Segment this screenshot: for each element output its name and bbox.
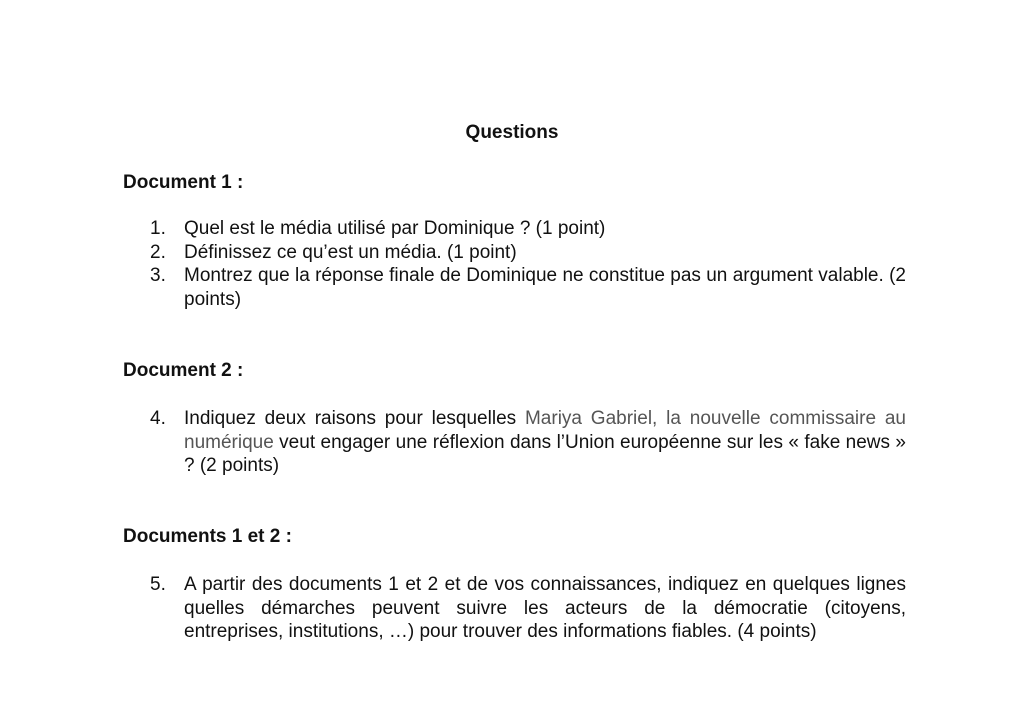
question-number: 3. (150, 265, 166, 286)
question-text: Définissez ce qu’est un média. (1 point) (184, 241, 517, 263)
question-text: Montrez que la réponse finale de Dominique ne constitue pas un argument valable. (2 points) (184, 265, 906, 310)
question-text: Quel est le média utilisé par Dominique ? (1 point) (184, 218, 606, 239)
question-list-documents-1-2 (150, 573, 906, 644)
page-title: Questions (465, 122, 559, 143)
question-number: 1. (150, 218, 166, 239)
question-text-highlight: Mariya Gabriel, la nouvelle commissaire au numérique (184, 408, 906, 453)
section-heading-document-2: Document 2 : (123, 360, 244, 381)
question-text-start: Indiquez deux raisons pour lesquelles (184, 408, 525, 429)
question-1 (150, 217, 906, 241)
question-number: 4. (150, 408, 166, 429)
question-number: 2. (150, 241, 166, 263)
question-list-document-1 (150, 217, 906, 311)
question-text-end: veut engager une réflexion dans l’Union européenne sur les « fake news » ? (2 points) (184, 431, 906, 476)
section-heading-documents-1-2: Documents 1 et 2 : (123, 526, 292, 547)
section-heading-document-1: Document 1 : (123, 172, 244, 193)
question-3 (150, 264, 906, 311)
question-number: 5. (150, 574, 166, 595)
question-5 (150, 573, 906, 644)
question-list-document-2 (150, 407, 906, 478)
question-2 (150, 241, 906, 265)
question-text: A partir des documents 1 et 2 et de vos connaissances, indiquez en quelques lignes quelles démarches peuvent suivre les acteurs de la démocratie (citoyens, entreprises, institutions, …) pour trouver des informations fiables. (4 points) (184, 574, 906, 642)
question-4 (150, 407, 906, 478)
